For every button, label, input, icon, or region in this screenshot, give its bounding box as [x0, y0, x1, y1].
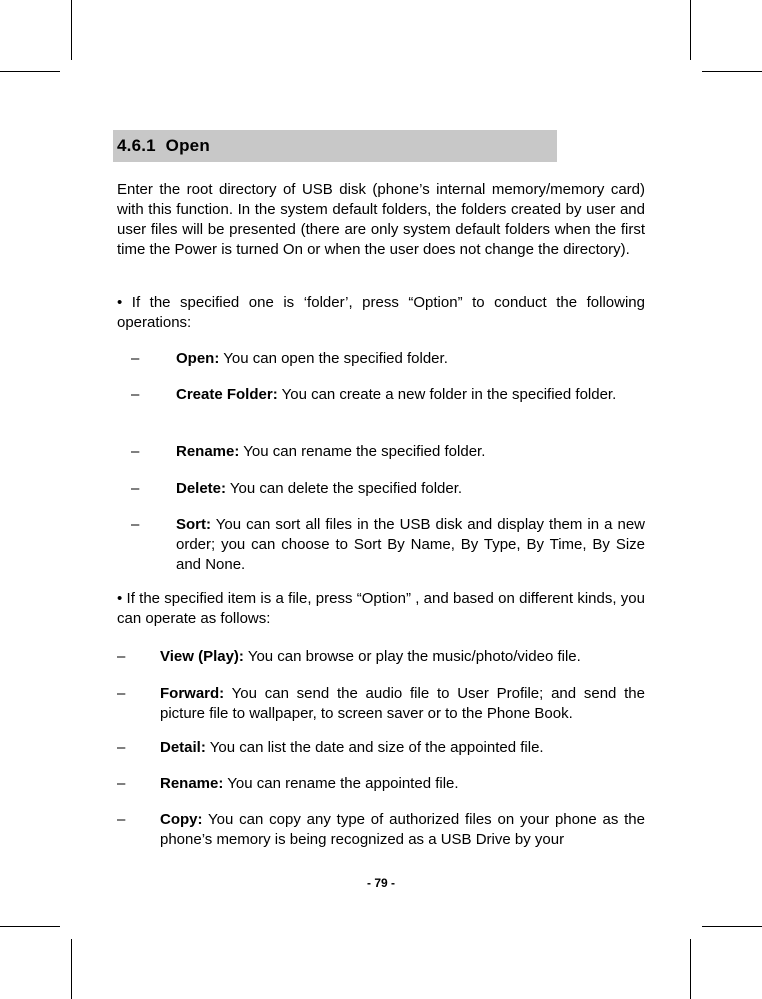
op-text: You can list the date and size of the appointed file.	[205, 739, 544, 756]
op-label: Create Folder:	[176, 386, 278, 403]
section-title	[117, 136, 210, 156]
op-label: Copy:	[160, 811, 203, 828]
page-number: - 79 -	[366, 876, 395, 890]
op-text: You can copy any type of authorized files on your phone as the phone’s memory is being recognized as a USB Drive by your	[160, 811, 645, 848]
dash-marker: –	[131, 350, 140, 367]
intro-paragraph: Enter the root directory of USB disk (phone’s internal memory/memory card) with this function. In the system default folders, the folders created by user and user files will be presented (there are only system default folders when the first time the Power is turned On or when the user does not change the directory).	[117, 181, 645, 258]
op-text: You can rename the appointed file.	[223, 775, 459, 792]
dash-marker: –	[131, 443, 140, 460]
crop-mark	[71, 0, 72, 60]
op-text: You can open the specified folder.	[219, 350, 448, 367]
op-label: Forward:	[160, 685, 225, 702]
folder-op-sort	[131, 515, 645, 575]
folder-bullet-text: • If the specified one is ‘folder’, press “Option” to conduct the following operations:	[117, 294, 645, 331]
folder-op-create	[131, 385, 645, 445]
dash-marker: –	[117, 811, 126, 828]
op-label: View (Play):	[160, 648, 244, 665]
dash-marker: –	[131, 480, 140, 497]
op-text: You can delete the specified folder.	[226, 480, 463, 497]
op-label: Delete:	[176, 480, 227, 497]
section-number: 4.6.1	[117, 136, 156, 155]
file-op-forward	[117, 684, 645, 744]
op-text: You can browse or play the music/photo/video file.	[243, 648, 581, 665]
crop-mark	[0, 71, 60, 72]
crop-mark	[690, 939, 691, 999]
crop-mark	[702, 71, 762, 72]
op-label: Open:	[176, 350, 220, 367]
op-text: You can sort all files in the USB disk and display them in a new order; you can choose to Sort By Name, By Type, By Time, By Size and None.	[176, 516, 645, 573]
dash-marker: –	[131, 386, 140, 403]
file-bullet-text: • If the specified item is a file, press “Option” , and based on different kinds, you can operate as follows:	[117, 590, 645, 627]
dash-marker: –	[117, 685, 126, 702]
op-label: Rename:	[176, 443, 240, 460]
op-text: You can rename the specified folder.	[239, 443, 486, 460]
op-label: Detail:	[160, 739, 206, 756]
section-heading	[113, 130, 557, 162]
dash-marker: –	[117, 648, 126, 665]
op-text: You can create a new folder in the specified folder.	[277, 386, 617, 403]
crop-mark	[702, 926, 762, 927]
dash-marker: –	[117, 739, 126, 756]
dash-marker: –	[117, 775, 126, 792]
crop-mark	[0, 926, 60, 927]
section-title-text: Open	[165, 136, 210, 155]
crop-mark	[690, 0, 691, 60]
crop-mark	[71, 939, 72, 999]
op-label: Rename:	[160, 775, 224, 792]
dash-marker: –	[131, 516, 140, 533]
file-op-copy	[117, 810, 645, 870]
folder-bullet	[117, 293, 645, 333]
op-text: You can send the audio file to User Profile; and send the picture file to wallpaper, to screen saver or to the Phone Book.	[160, 685, 645, 722]
op-label: Sort:	[176, 516, 211, 533]
file-bullet	[117, 589, 645, 629]
